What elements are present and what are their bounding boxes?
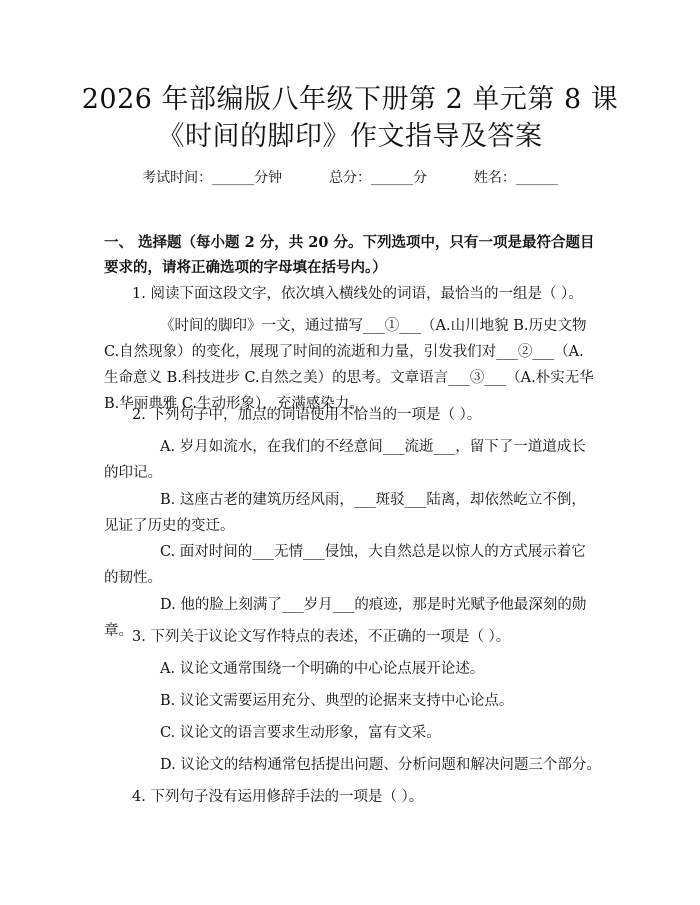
student-name-field: 姓名：______ <box>473 170 558 186</box>
question-4-stem: 4. 下列句子没有运用修辞手法的一项是（ ）。 <box>132 789 424 805</box>
exam-info <box>0 168 700 188</box>
question-3-option-d: D. 议论文的结构通常包括提出问题、分析问题和解决问题三个部分。 <box>160 757 601 773</box>
question-2-option-d: D. 他的脸上刻满了___岁月___的痕迹，那是时光赋予他最深刻的勋章。 <box>104 597 587 639</box>
total-score-field: 总分：______分 <box>329 170 427 186</box>
exam-time-field: 考试时间：______分钟 <box>142 170 283 186</box>
question-3-stem: 3. 下列关于议论文写作特点的表述，不正确的一项是（ ）。 <box>132 629 511 645</box>
document-title-line2: 《时间的脚印》作文指导及答案 <box>157 121 543 152</box>
question-2-stem: 2. 下列句子中，加点的词语使用不恰当的一项是（ ）。 <box>132 407 482 423</box>
question-3-option-b: B. 议论文需要运用充分、典型的论据来支持中心论点。 <box>160 693 514 709</box>
question-3-option-c: C. 议论文的语言要求生动形象，富有文采。 <box>160 725 441 741</box>
question-2-option-a: A. 岁月如流水，在我们的不经意间___流逝___，留下了一道道成长的印记。 <box>104 439 586 481</box>
question-2-option-b: B. 这座古老的建筑历经风雨，___斑驳___陆离，却依然屹立不倒，见证了历史的变迁。 <box>104 492 586 534</box>
question-1-stem: 1. 阅读下面这段文字，依次填入横线处的词语，最恰当的一组是（ ）。 <box>132 286 583 302</box>
question-1-passage: 《时间的脚印》一文，通过描写___①___（A.山川地貌 B.历史文物 C.自然现象）的变化，展现了时间的流逝和力量，引发我们对___②___（A.生命意义 B.科技进步 C.自然之美）的思考。文章语言___③___（A.朴实无华 B.华丽典雅 C.生动形象），充满感染力。 <box>104 318 594 412</box>
section-heading: 一、 选择题（每小题 2 分，共 20 分。下列选项中，只有一项是最符合题目要求的，请将正确选项的字母填在括号内。） <box>104 234 595 276</box>
question-2-option-c: C. 面对时间的___无情___侵蚀，大自然总是以惊人的方式展示着它的韧性。 <box>104 544 586 586</box>
question-3-option-a: A. 议论文通常围绕一个明确的中心论点展开论述。 <box>160 661 485 677</box>
document-title-line1: 2026 年部编版八年级下册第 2 单元第 8 课 <box>81 84 619 115</box>
